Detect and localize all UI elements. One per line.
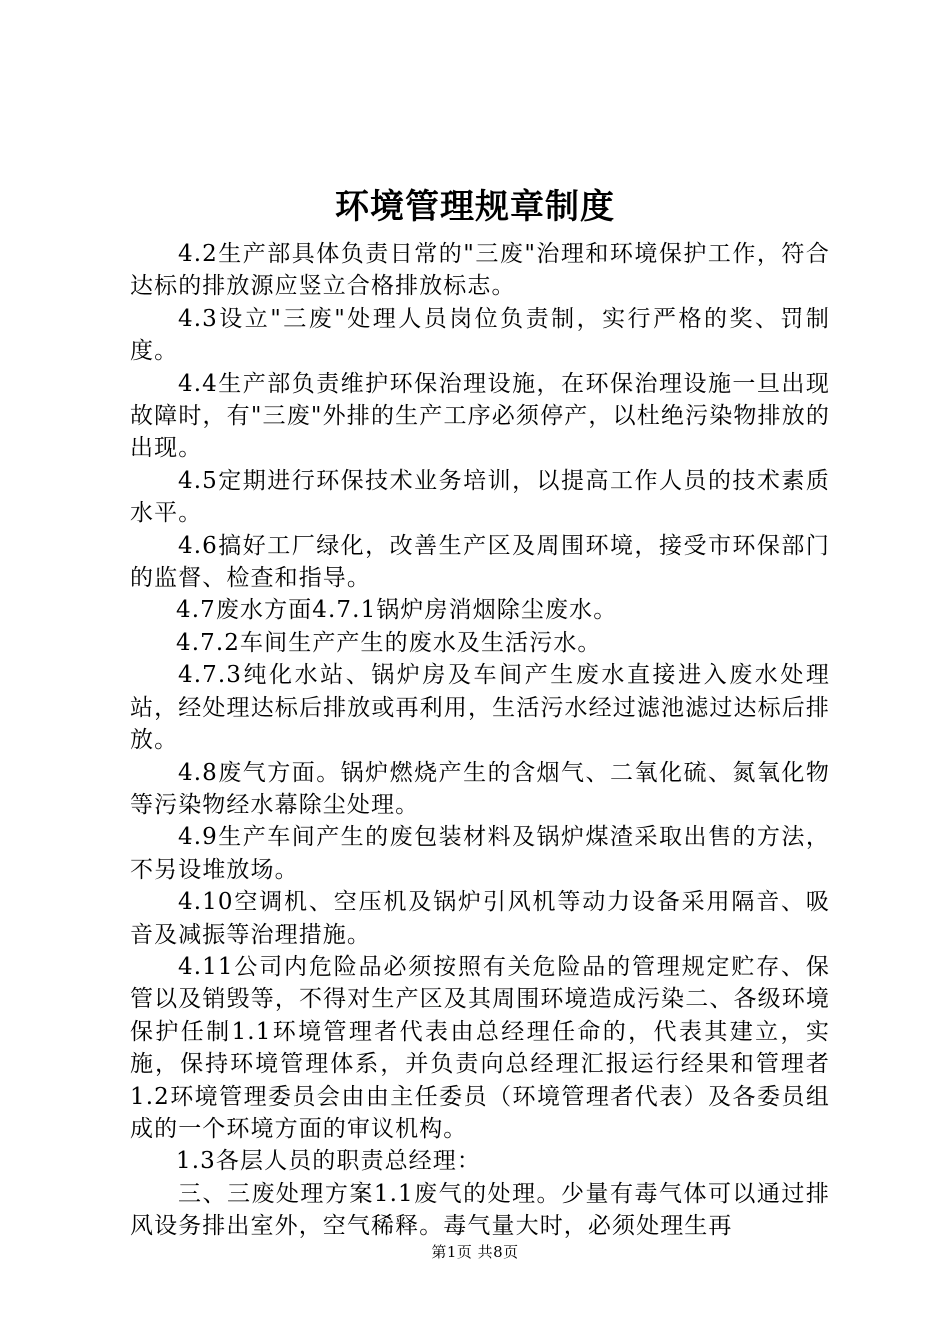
paragraph-4-11: 4.11公司内危险品必须按照有关危险品的管理规定贮存、保管以及销毁等，不得对生产区及其周围环境造成污染二、各级环境保护任制1.1环境管理者代表由总经理任命的，代表其建立，实施，保持环境管理体系，并负责向总经理汇报运行经果和管理者1.2环境管理委员会由由主任委员（环境管理者代表）及各委员组成的一个环境方面的审议机构。 (130, 953, 830, 1142)
paragraph-4-3: 4.3设立"三废"处理人员岗位负责制，实行严格的奖、罚制度。 (130, 305, 830, 365)
paragraph-4-5: 4.5定期进行环保技术业务培训，以提高工作人员的技术素质水平。 (130, 467, 830, 527)
paragraph-1-3: 1.3各层人员的职责总经理： (176, 1148, 481, 1175)
paragraph-4-6: 4.6搞好工厂绿化，改善生产区及周围环境，接受市环保部门的监督、检查和指导。 (130, 532, 830, 592)
paragraph-4-7-2: 4.7.2车间生产产生的废水及生活污水。 (176, 629, 602, 656)
paragraph-4-4: 4.4生产部负责维护环保治理设施，在环保治理设施一旦出现故障时，有"三废"外排的生产工序必须停产，以杜绝污染物排放的出现。 (130, 370, 830, 462)
paragraph-4-7-3: 4.7.3纯化水站、锅炉房及车间产生废水直接进入废水处理站，经处理达标后排放或再利用，生活污水经过滤池滤过达标后排放。 (130, 662, 830, 754)
paragraph-4-7: 4.7废水方面4.7.1锅炉房消烟除尘废水。 (176, 597, 618, 624)
paragraph-4-2: 4.2生产部具体负责日常的"三废"治理和环境保护工作，符合达标的排放源应竖立合格排放标志。 (130, 241, 830, 300)
paragraph-4-9: 4.9生产车间产生的废包装材料及锅炉煤渣采取出售的方法，不另设堆放场。 (130, 824, 830, 883)
page-number-footer: 第1页 共8页 (431, 1243, 519, 1261)
paragraph-4-10: 4.10空调机、空压机及锅炉引风机等动力设备采用隔音、吸音及减振等治理措施。 (130, 889, 830, 948)
paragraph-4-8: 4.8废气方面。锅炉燃烧产生的含烟气、二氧化硫、氮氧化物等污染物经水幕除尘处理。 (130, 759, 830, 818)
document-body (130, 238, 830, 1243)
document-title: 环境管理规章制度 (335, 187, 615, 227)
paragraph-section-3: 三、三废处理方案1.1废气的处理。少量有毒气体可以通过排风设务排出室外，空气稀释。毒气量大时，必须处理生再 (130, 1180, 830, 1240)
